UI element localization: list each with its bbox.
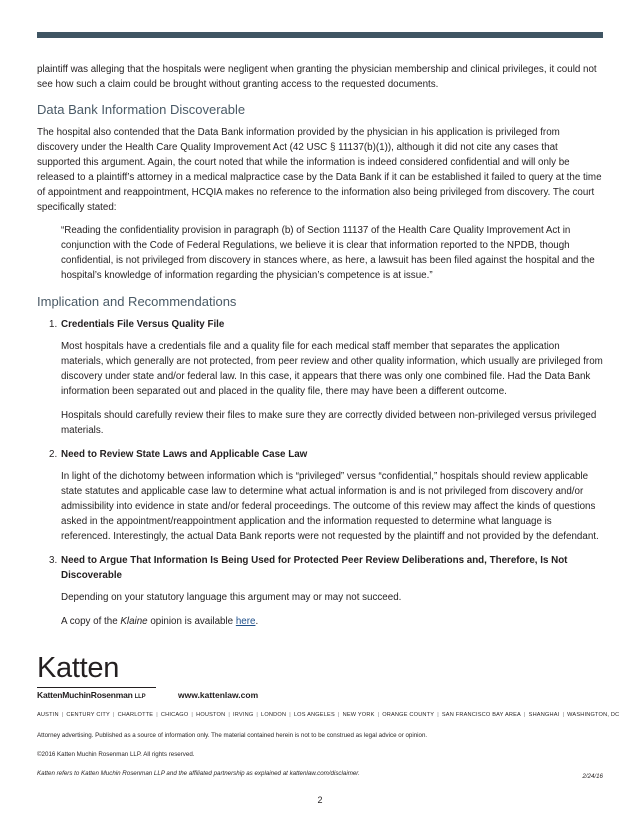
office-list [37, 711, 620, 720]
office-name: AUSTIN [37, 712, 59, 718]
office-separator: | [112, 712, 115, 718]
office-name: LOS ANGELES [293, 712, 335, 718]
office-separator: | [437, 712, 439, 718]
firm-name: KattenMuchinRosenman LLP [37, 690, 146, 700]
intro-paragraph: plaintiff was alleging that the hospitals were negligent when granting the physician membership and clinical privileges, it could not see how such a claim could be brought without granting access to the requested documents. [37, 64, 597, 90]
office-name: SHANGHAI [528, 712, 560, 718]
office-separator: | [61, 712, 64, 718]
office-name: CENTURY CITY [66, 712, 110, 718]
item-paragraph: In light of the dichotomy between information which is “privileged” versus “confidential,” hospitals should review applicable state statutes and applicable case law to determine what actual information is and is not privileged from discovery and/or admissibility into evidence in state and/or federal proceedings. The outcome of this review may affect the kinds of questions asked in the appointment/reappointment application and the information requested to determine what language is referenced. Interestingly, the actual Data Bank reports were not requested by the plaintiff and not provided by the defendant. [61, 471, 599, 542]
data-bank-paragraph: The hospital also contended that the Data Bank information provided by the physician in his application is privileged from discovery under the Health Care Quality Improvement Act (42 USC § 11137(b)(1)), although it did not cite any cases that supported this argument. Again, the court noted that while the information is indeed considered confidential and will only be released to a plaintiff’s attorney in a medical malpractice case by the Data Bank if it can be established it failed to query at the time of appointment and reappointment, HCQIA makes no reference to the information also being privileged from discovery. The court specifically stated: [37, 127, 602, 213]
office-separator: | [228, 712, 231, 718]
opinion-link-paragraph: A copy of the Klaine opinion is available here. [61, 616, 259, 627]
office-separator: | [156, 712, 158, 718]
item-paragraph: Hospitals should carefully review their files to make sure they are correctly divided between non-privileged versus privileged materials. [61, 410, 597, 436]
header-rule [37, 32, 603, 38]
disclaimer: Attorney advertising. Published as a source of information only. The material contained herein is not to be construed as legal advice or opinion. [37, 732, 428, 739]
office-name: WASHINGTON, DC [567, 712, 620, 718]
section-heading-data-bank: Data Bank Information Discoverable [37, 102, 246, 117]
item-title: Need to Argue That Information Is Being Used for Protected Peer Review Deliberations and, Therefore, Is Not Discoverable [61, 555, 568, 581]
office-separator: | [256, 712, 259, 718]
item-title: Need to Review State Laws and Applicable Case Law [61, 449, 308, 460]
item-number: 3. [49, 555, 58, 566]
office-name: NEW YORK [342, 712, 375, 718]
recommendation-item-1 [49, 317, 603, 438]
item-number: 1. [49, 319, 58, 330]
publication-date: 2/24/16 [582, 773, 603, 780]
office-separator: | [289, 712, 291, 718]
article-body [37, 62, 603, 638]
logo-rule [37, 687, 156, 688]
office-name: CHARLOTTE [117, 712, 154, 718]
court-quote: “Reading the confidentiality provision in paragraph (b) of Section 11137 of the Health Care Quality Improvement Act in conjunction with the Code of Federal Regulations, we believe it is clear that information reported to the NPDB, though confidential, is not privileged from discovery in stances where, as here, a lawsuit has been filed against the hospital and the hospital’s knowledge of information regarding the physician’s competence is at issue.” [61, 225, 595, 281]
office-name: CHICAGO [160, 712, 189, 718]
katten-logo: Katten [37, 652, 120, 684]
office-name: SAN FRANCISCO BAY AREA [441, 712, 521, 718]
office-separator: | [523, 712, 526, 718]
website-link[interactable]: www.kattenlaw.com [178, 690, 259, 700]
section-heading-implications: Implication and Recommendations [37, 294, 237, 309]
recommendation-item-2 [49, 447, 603, 544]
item-number: 2. [49, 449, 58, 460]
item-paragraph: Depending on your statutory language this argument may or may not succeed. [61, 592, 402, 603]
office-separator: | [337, 712, 340, 718]
office-separator: | [562, 712, 565, 718]
item-title: Credentials File Versus Quality File [61, 319, 225, 330]
office-separator: | [191, 712, 194, 718]
page-number: 2 [317, 795, 323, 805]
opinion-link[interactable]: here [235, 616, 256, 627]
office-name: LONDON [261, 712, 287, 718]
affiliation-note: Katten refers to Katten Muchin Rosenman LLP and the affiliated partnership as explained at kattenlaw.com/disclaimer. [37, 770, 360, 777]
recommendation-item-3 [49, 553, 603, 629]
office-name: HOUSTON [196, 712, 226, 718]
office-separator: | [377, 712, 380, 718]
office-name: IRVING [233, 712, 254, 718]
copyright: ©2016 Katten Muchin Rosenman LLP. All rights reserved. [37, 751, 195, 758]
case-name: Klaine [120, 616, 148, 627]
office-name: ORANGE COUNTY [382, 712, 435, 718]
item-paragraph: Most hospitals have a credentials file and a quality file for each medical staff member that separates the application materials, which generally are not protected, from peer review and other quality information, which usually are privileged from discovery under state and/or federal law. In this case, it appears that there was only one combined file. Had the Data Bank information been separated out and placed in the quality file, there may have been a different outcome. [61, 341, 603, 397]
